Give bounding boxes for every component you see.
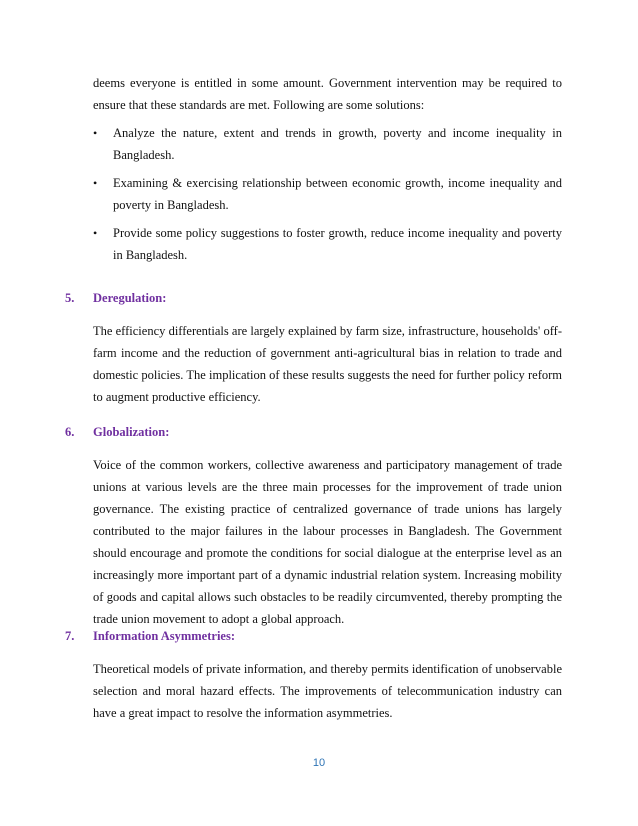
list-item-text: Provide some policy suggestions to foster growth, reduce income inequality and poverty in Bangladesh. — [113, 226, 562, 262]
section-number: 7. — [65, 629, 75, 643]
section-number: 5. — [65, 291, 75, 305]
section-title: Deregulation: — [93, 291, 167, 305]
bullet-icon: • — [93, 126, 98, 140]
section-body-information-asymmetries: Theoretical models of private information, and thereby permits identification of unobservable selection and moral hazard effects. The improvements of telecommunication industry can have a great impact to resolve the information asymmetries. — [93, 662, 562, 720]
section-heading-deregulation — [65, 289, 166, 307]
list-item — [93, 172, 562, 216]
section-heading-globalization — [65, 423, 169, 441]
bullet-icon: • — [93, 226, 98, 240]
page-number: 10 — [312, 757, 326, 769]
list-item — [93, 122, 562, 166]
list-item — [93, 222, 562, 266]
section-heading-information-asymmetries — [65, 627, 235, 645]
list-item-text: Examining & exercising relationship between economic growth, income inequality and poverty in Bangladesh. — [113, 176, 562, 212]
solutions-list — [93, 122, 562, 272]
intro-paragraph: deems everyone is entitled in some amount. Government intervention may be required to ensure that these standards are met. Following are some solutions: — [93, 76, 562, 112]
section-title: Globalization: — [93, 425, 170, 439]
section-body-globalization: Voice of the common workers, collective awareness and participatory management of trade unions at various levels are the three main processes for the improvement of trade union governance. The existing practice of centralized governance of trade unions has largely contributed to the major failures in the labour processes in Bangladesh. The Government should encourage and promote the conditions for social dialogue at the enterprise level as an increasingly more important part of a dynamic industrial relation system. Increasing mobility of goods and capital allows such obstacles to be readily circumvented, thereby prompting the trade union movement to adopt a global approach. — [93, 458, 562, 626]
section-body-deregulation: The efficiency differentials are largely explained by farm size, infrastructure, households' off-farm income and the reduction of government anti-agricultural bias in relation to trade and domestic policies. The implication of these results suggests the need for further policy reform to augment productive efficiency. — [93, 324, 562, 404]
list-item-text: Analyze the nature, extent and trends in growth, poverty and income inequality in Bangladesh. — [113, 126, 562, 162]
section-number: 6. — [65, 425, 75, 439]
section-title: Information Asymmetries: — [93, 629, 235, 643]
bullet-icon: • — [93, 176, 98, 190]
